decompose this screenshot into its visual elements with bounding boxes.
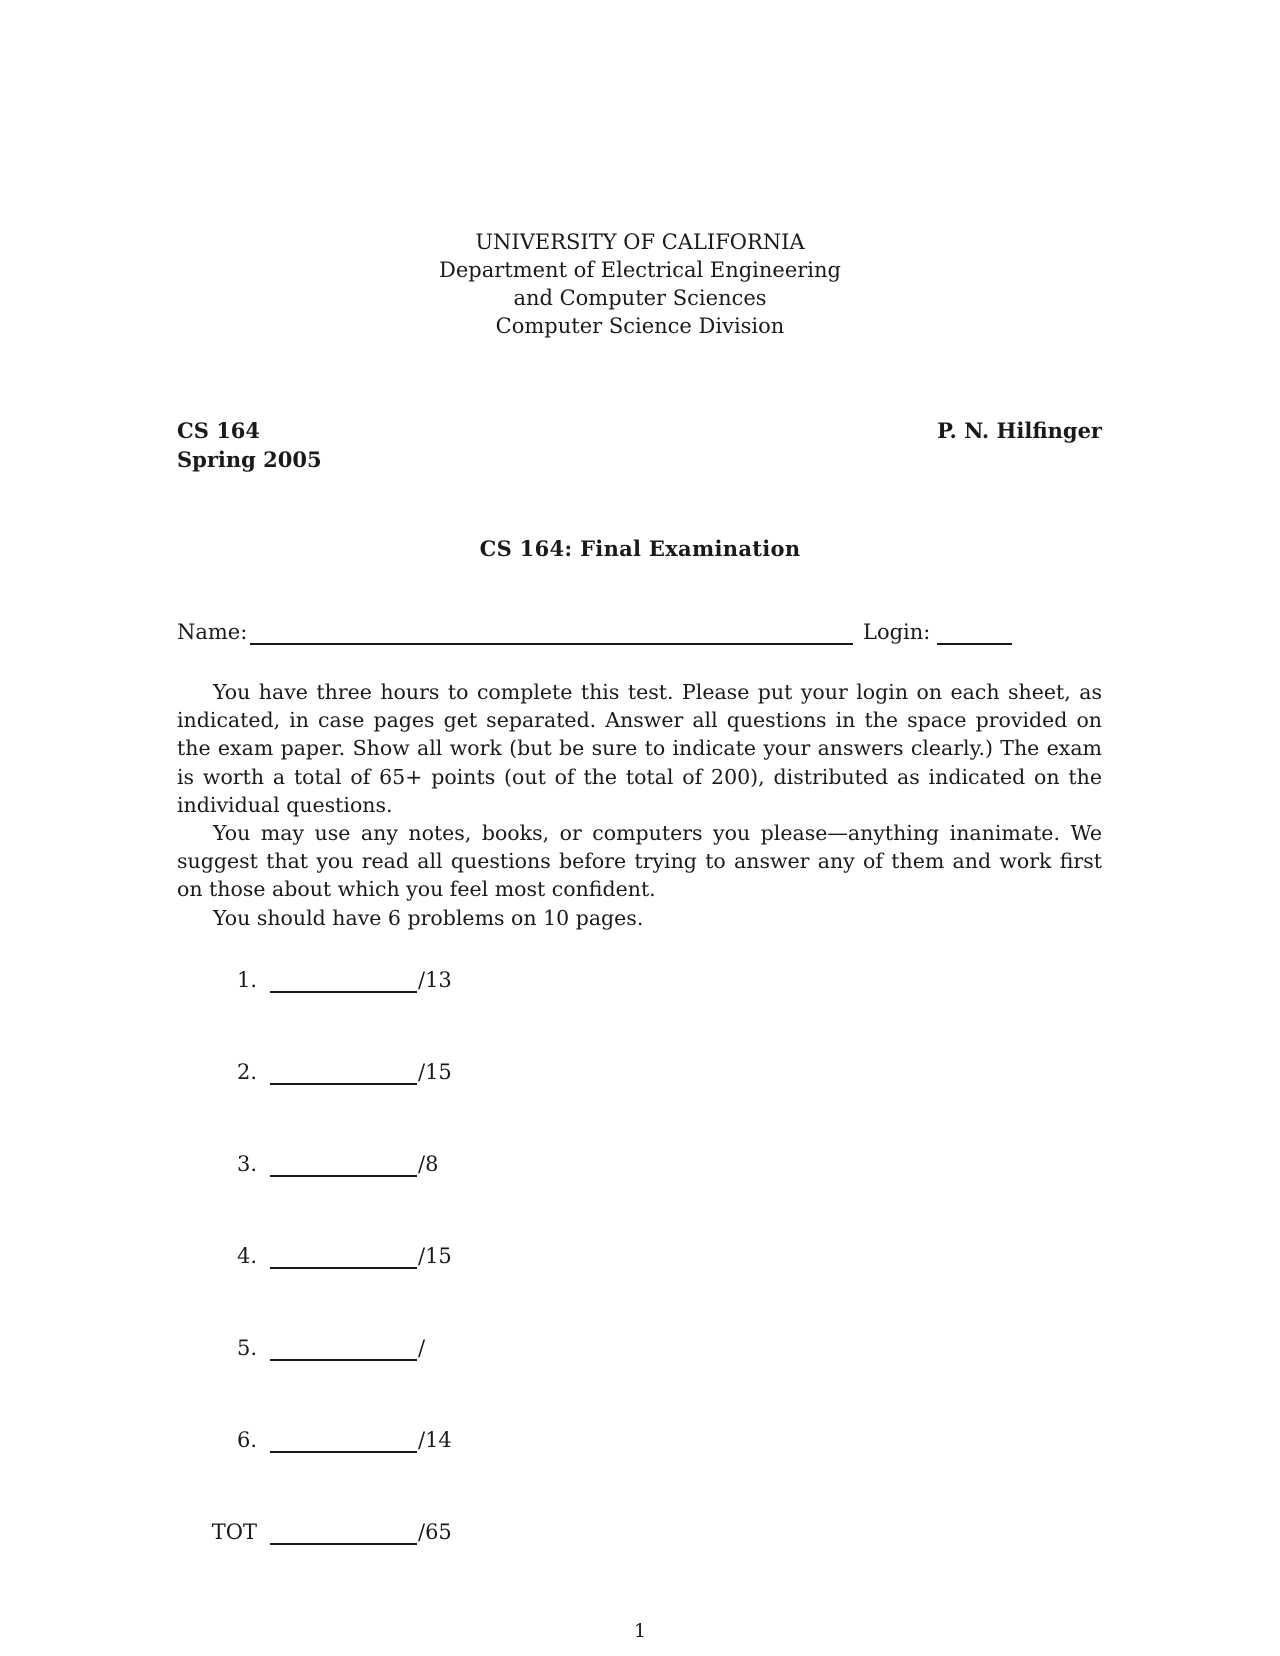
score-blank[interactable] [270, 1267, 417, 1269]
name-label: Name: [177, 620, 248, 644]
score-row-6 [177, 1428, 477, 1458]
score-blank[interactable] [270, 991, 417, 993]
max-points: /65 [418, 1520, 452, 1544]
instructor-name: P. N. Hilfinger [937, 418, 1102, 443]
instructions [177, 678, 1102, 932]
score-blank[interactable] [270, 1451, 417, 1453]
score-row-5 [177, 1336, 477, 1366]
institution-header [0, 228, 1280, 340]
problem-number: 1. [236, 968, 257, 992]
problem-number: 5. [236, 1336, 257, 1360]
name-field[interactable] [250, 643, 853, 645]
instructions-paragraph-3: You should have 6 problems on 10 pages. [213, 905, 644, 930]
department-name-cont: and Computer Sciences [513, 286, 767, 310]
score-row-3 [177, 1152, 477, 1182]
score-row-total [177, 1520, 477, 1550]
score-blank[interactable] [270, 1543, 417, 1545]
course-term: Spring 2005 [177, 447, 322, 472]
exam-title: CS 164: Final Examination [479, 536, 801, 561]
max-points: / [418, 1336, 426, 1360]
problem-number: 2. [236, 1060, 257, 1084]
max-points: /15 [418, 1060, 452, 1084]
score-row-2 [177, 1060, 477, 1090]
problem-number: 4. [236, 1244, 257, 1268]
name-login-row [177, 620, 1102, 650]
max-points: /8 [418, 1152, 439, 1176]
problem-number: 6. [236, 1428, 257, 1452]
score-row-4 [177, 1244, 477, 1274]
max-points: /13 [418, 968, 452, 992]
login-label: Login: [863, 620, 931, 644]
problem-number: 3. [236, 1152, 257, 1176]
score-blank[interactable] [270, 1175, 417, 1177]
university-name: UNIVERSITY OF CALIFORNIA [475, 230, 805, 254]
score-blank[interactable] [270, 1359, 417, 1361]
course-number: CS 164 [177, 418, 261, 443]
total-label: TOT [211, 1520, 257, 1544]
page-number: 1 [633, 1620, 647, 1642]
department-name: Department of Electrical Engineering [439, 258, 841, 282]
max-points: /15 [418, 1244, 452, 1268]
division-name: Computer Science Division [495, 314, 785, 338]
score-blank[interactable] [270, 1083, 417, 1085]
instructions-paragraph-1: You have three hours to complete this test. Please put your login on each sheet, as indicated, in case pages get separated. Answer all questions in the space provided on the exam paper. Show all work (but be sure to indicate your answers clearly.) The exam is worth a total of 65+ points (out of the total of 200), distributed as indicated on the individual questions. [177, 680, 1102, 817]
max-points: /14 [418, 1428, 452, 1452]
login-field[interactable] [937, 643, 1012, 645]
score-row-1 [177, 968, 477, 998]
instructions-paragraph-2: You may use any notes, books, or computers you please—anything inanimate. We suggest that you read all questions before trying to answer any of them and work first on those about which you feel most confident. [177, 821, 1102, 902]
course-info [177, 416, 322, 474]
